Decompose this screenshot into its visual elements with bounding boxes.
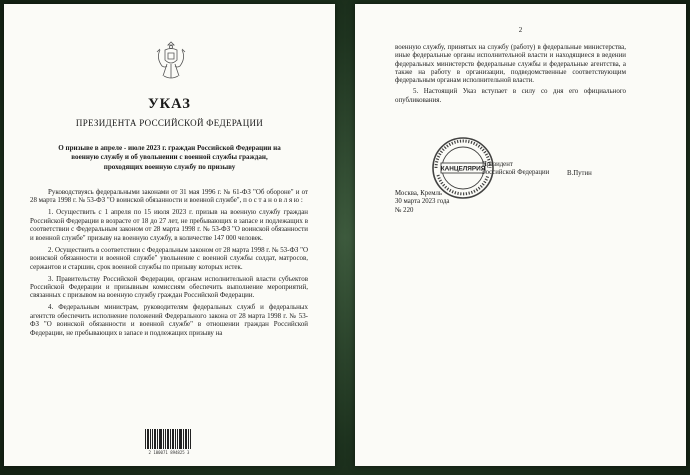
paragraph-preamble: Руководствуясь федеральными законами от 31 мая 1996 г. № 61-ФЗ "Об обороне" и от 28 марта 1998 г. № 53-ФЗ "О воинской обязанности и военной службе", п о с т а н о в л я ю :	[30, 188, 308, 205]
decree-page-1	[4, 4, 335, 466]
page-number: 2	[518, 26, 523, 34]
signature-title-line-2: Российской Федерации	[482, 169, 550, 177]
paragraph-1: 1. Осуществить с 1 апреля по 15 июля 2023 г. призыв на военную службу граждан Российской Федерации в возрасте от 18 до 27 лет, не пребывающих в запасе и подлежащих в соответствии с Федеральным законом от 28 марта 1998 г. № 53-ФЗ "О воинской обязанности и военной службе" призыву на военную службу, в количестве 147 000 человек.	[30, 208, 308, 242]
paragraph-4-continued: военную службу, принятых на службу (работу) в федеральные министерства, иные федеральные органы исполнительной власти и находящиеся в ведении федеральных министерств федеральные службы и федеральные агентства, а также на работу в организации, подведомственные соответствующим федеральным органам исполнительной власти.	[395, 43, 626, 85]
decree-page-2	[355, 4, 686, 466]
signature-title-line-1: Президент	[482, 161, 513, 168]
barcode-icon	[144, 429, 192, 451]
paragraph-2: 2. Осуществить в соответствии с Федеральным законом от 28 марта 1998 г. № 53-ФЗ "О воинской обязанности и военной службе" увольнение с военной службы солдат, матросов, сержантов и старшин, срок военной службы по призыву которых истек.	[30, 245, 308, 271]
barcode-number: 2 100071 894825 3	[148, 450, 190, 455]
paragraph-3: 3. Правительству Российской Федерации, органам исполнительной власти субъектов Российской Федерации и призывным комиссиям обеспечить выполнение мероприятий, связанных с призывом на военную службу граждан Российской Федерации.	[30, 274, 308, 300]
decree-place: Москва, Кремль	[395, 190, 443, 197]
stamp-label: КАНЦЕЛЯРИЯ	[440, 165, 486, 173]
paragraph-4: 4. Федеральным министрам, руководителям федеральных служб и федеральных агентств обеспечить исполнение положений Федерального закона от 28 марта 1998 г. № 53-ФЗ "О воинской обязанности и военной службе" в отношении граждан Российской Федерации, не пребывающих в запасе и подлежащих призыву на	[30, 303, 308, 337]
decree-body	[30, 188, 308, 341]
decree-number: № 220	[395, 206, 414, 214]
decree-subtitle: ПРЕЗИДЕНТА РОССИЙСКОЙ ФЕДЕРАЦИИ	[75, 118, 264, 128]
signature-name: В.Путин	[567, 169, 592, 177]
decree-heading: О призыве в апреле - июле 2023 г. граждан Российской Федерации на военную службу и об увольнении с военной службы граждан, проходящих военную службу по призыву	[58, 144, 281, 171]
decree-body-continued	[395, 43, 626, 107]
decree-date: 30 марта 2023 года	[395, 198, 450, 206]
coat-of-arms-icon	[154, 38, 188, 82]
signature-title	[482, 161, 549, 178]
place-and-date	[395, 190, 449, 215]
decree-title: УКАЗ	[148, 96, 191, 112]
paragraph-5: 5. Настоящий Указ вступает в силу со дня его официального опубликования.	[395, 87, 626, 104]
